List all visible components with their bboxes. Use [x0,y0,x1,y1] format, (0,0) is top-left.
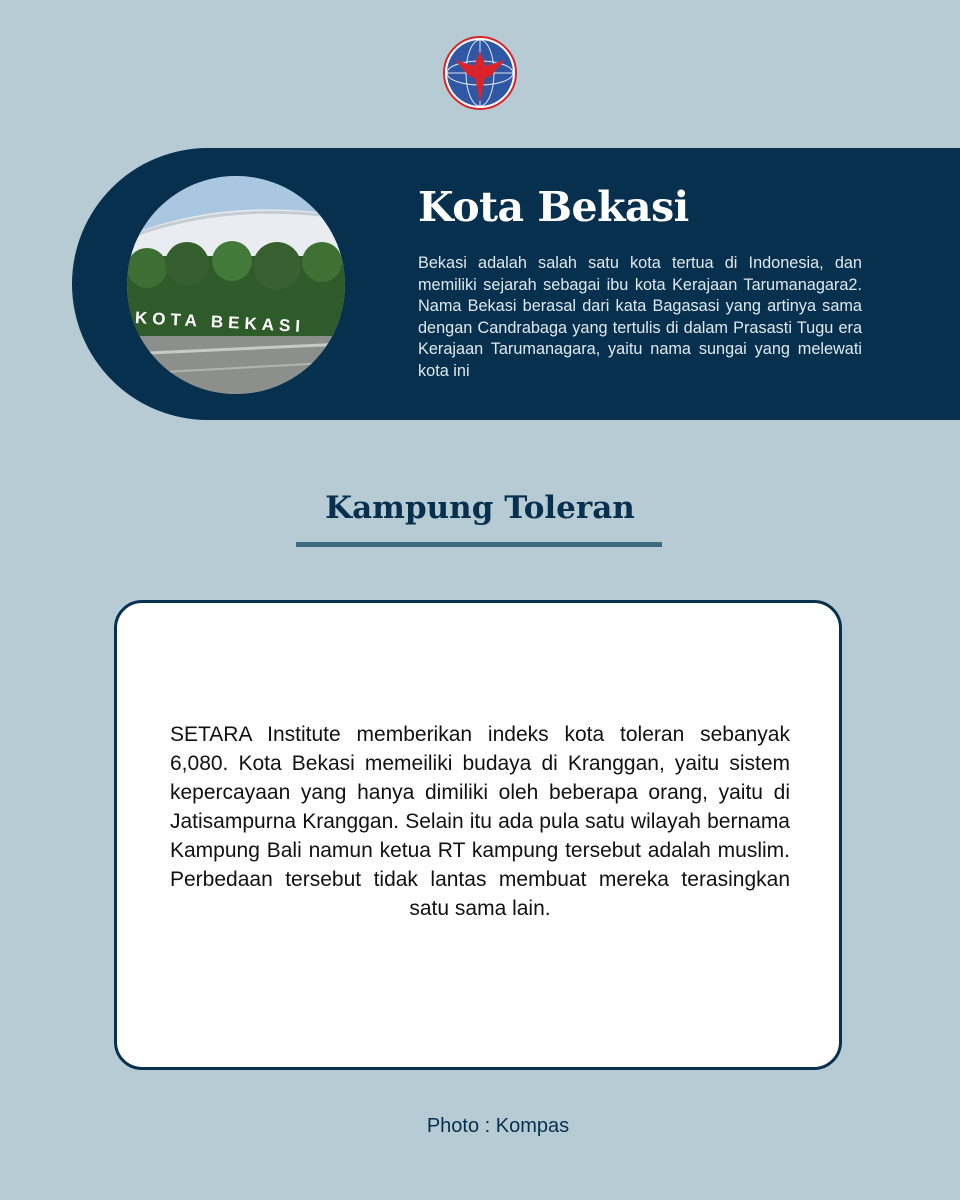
photo-sign-text: KOTA BEKASI [134,308,306,337]
photo-credit: Photo : Kompas [426,1115,570,1137]
logo-icon [441,34,519,112]
section-title: Kampung Toleran [325,490,635,526]
stadium-photo-icon [127,176,345,394]
banner-description: Bekasi adalah salah satu kota tertua di Indonesia, dan memiliki sejarah sebagai ibu kota Kerajaan Tarumanagara2. Nama Bekasi berasal dari kata Bagasasi yang artinya sama dengan Candrabaga yang tertulis di dalam Prasasti Tugu era Kerajaan Tarumanagara, yaitu nama sungai yang melewati kota ini [418,254,862,380]
card-text: SETARA Institute memberikan indeks kota toleran sebanyak 6,080. Kota Bekasi memeiliki budaya di Kranggan, yaitu sistem kepercayaan yang hanya dimiliki oleh beberapa orang, yaitu di Jatisampurna Kranggan. Selain itu ada pula satu wilayah bernama Kampung Bali namun ketua RT kampung tersebut adalah muslim. Perbedaan tersebut tidak lantas membuat mereka terasingkan satu sama lain. [170,723,790,920]
section-divider [296,542,662,547]
banner-title: Kota Bekasi [418,183,689,231]
